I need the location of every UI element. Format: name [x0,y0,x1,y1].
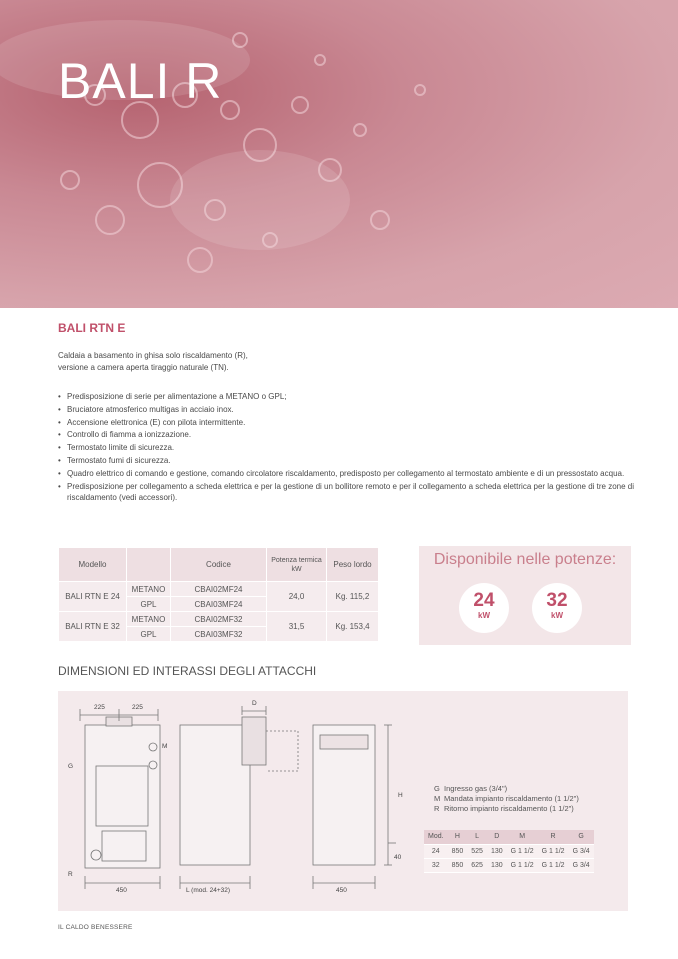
weight-cell: Kg. 115,2 [327,582,379,612]
dim-col: M [507,830,538,844]
legend-item [434,794,579,804]
legend-item [434,804,579,814]
legend-key: M [434,794,441,803]
dim-cell: G 3/4 [569,858,594,872]
fuel-cell: GPL [127,597,171,612]
power-value: 32 [546,590,568,611]
dim-m: M [162,743,168,750]
col-model: Modello [59,548,127,582]
power-badge-24 [459,583,509,633]
dim-cell: G 1 1/2 [538,844,569,858]
dim-cell: G 1 1/2 [507,844,538,858]
dim-cell: G 3/4 [569,844,594,858]
legend-text: Ritorno impianto riscaldamento (1 1/2") [444,804,574,813]
feature-list [58,391,638,504]
dim-cell: 625 [467,858,487,872]
code-cell: CBAI03MF32 [171,627,267,642]
fuel-cell: METANO [127,582,171,597]
dim-cell: 850 [448,858,468,872]
feature-item: • Predisposizione per collegamento a scheda elettrica e per la gestione di un bollitore remoto e per il collegamento a scheda elettrica per la gestione di tre zone di riscaldamento (vedi accessori). [58,481,638,503]
dim-r: R [68,871,73,878]
legend-key: G [434,784,440,793]
dim-225b: 225 [132,704,143,711]
legend-key: R [434,804,440,813]
table-row [424,858,594,872]
dim-header-row [424,830,594,844]
legend-text: Ingresso gas (3/4") [444,784,508,793]
col-power: Potenza termica kW [267,548,327,582]
fuel-cell: GPL [127,627,171,642]
hero-banner [0,0,678,308]
power-unit: kW [551,611,563,620]
table-row [59,612,379,627]
dim-col: H [448,830,468,844]
spec-header-row [59,548,379,582]
spec-table [58,547,379,642]
dim-cell: 850 [448,844,468,858]
connection-legend [434,784,579,814]
dim-40: 40 [394,854,402,861]
table-row [59,582,379,597]
feature-item: • Termostato fumi di sicurezza. [58,455,638,466]
power-value: 24 [473,590,495,611]
dimensions-table [424,830,594,873]
power-cell: 24,0 [267,582,327,612]
power-unit: kW [478,611,490,620]
dim-g: G [68,763,74,770]
legend-item [434,784,579,794]
legend-text: Mandata impianto riscaldamento (1 1/2") [444,794,579,803]
dim-col: Mod. [424,830,448,844]
dim-cell: 32 [424,858,448,872]
footer-text: IL CALDO BENESSERE [58,924,133,931]
col-fuel [127,548,171,582]
dim-col: L [467,830,487,844]
dim-225a: 225 [94,704,105,711]
feature-item: • Bruciatore atmosferico multigas in acciaio inox. [58,404,638,415]
feature-item: • Quadro elettrico di comando e gestione, comando circolatore riscaldamento, predisposto per collegamento al termostato ambiente e di un pressostato acqua. [58,468,638,479]
table-row [424,844,594,858]
dim-cell: 130 [487,844,507,858]
dim-cell: G 1 1/2 [538,858,569,872]
dim-cell: 130 [487,858,507,872]
page-title: BALI R [58,53,223,109]
availability-box [419,546,631,645]
dimensions-heading: DIMENSIONI ED INTERASSI DEGLI ATTACCHI [58,664,317,678]
dim-l: L (mod. 24+32) [186,887,231,894]
dim-cell: G 1 1/2 [507,858,538,872]
feature-item: • Predisposizione di serie per alimentazione a METANO o GPL; [58,391,638,402]
power-badge-32 [532,583,582,633]
model-cell: BALI RTN E 32 [59,612,127,642]
code-cell: CBAI02MF24 [171,582,267,597]
dim-col: R [538,830,569,844]
intro-text [58,350,618,374]
intro-line: Caldaia a basamento in ghisa solo riscaldamento (R), [58,351,248,360]
fuel-cell: METANO [127,612,171,627]
intro-line: versione a camera aperta tiraggio naturale (TN). [58,363,229,372]
power-cell: 31,5 [267,612,327,642]
dim-col: D [487,830,507,844]
feature-item: • Controllo di fiamma a ionizzazione. [58,429,638,440]
code-cell: CBAI02MF32 [171,612,267,627]
dim-cell: 525 [467,844,487,858]
code-cell: CBAI03MF24 [171,597,267,612]
dim-cell: 24 [424,844,448,858]
feature-item: • Termostato limite di sicurezza. [58,442,638,453]
dim-450b: 450 [336,887,347,894]
dim-d: D [252,700,257,707]
dim-450a: 450 [116,887,127,894]
dim-h: H [398,792,403,799]
model-cell: BALI RTN E 24 [59,582,127,612]
section-title: BALI RTN E [58,321,126,335]
availability-title: Disponibile nelle potenze: [433,551,617,568]
col-weight: Peso lordo [327,548,379,582]
weight-cell: Kg. 153,4 [327,612,379,642]
feature-item: • Accensione elettronica (E) con pilota intermittente. [58,417,638,428]
hero-bubbles-image [0,0,678,308]
dim-col: G [569,830,594,844]
col-code: Codice [171,548,267,582]
